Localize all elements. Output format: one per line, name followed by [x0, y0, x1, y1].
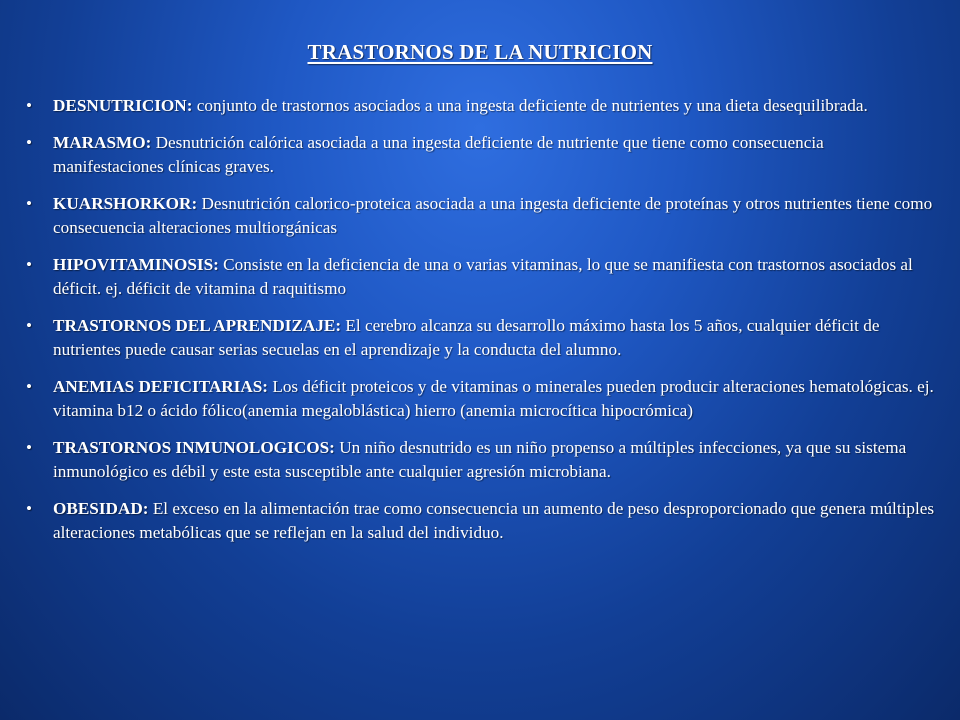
bullet-icon: • [26, 498, 33, 518]
list-item [26, 375, 938, 424]
term-description: Desnutrición calórica asociada a una ingesta deficiente de nutriente que tiene como consecuencia manifestaciones clínicas graves. [53, 132, 824, 176]
bullet-icon: • [26, 96, 33, 115]
term-description: Consiste en la deficiencia de una o varias vitaminas, lo que se manifiesta con trastornos asociados al déficit. ej. déficit de vitamina d raquitismo [53, 254, 913, 298]
term-description: Los déficit proteicos y de vitaminas o minerales pueden producir alteraciones hematológicas. ej. vitamina b12 o ácido fólico(anemia megaloblástica) hierro (anemia microcítica hipocrómica) [53, 376, 934, 420]
term-label: MARASMO: [53, 132, 152, 152]
term-label: KUARSHORKOR: [53, 193, 198, 213]
list-item [26, 131, 938, 180]
bullet-icon: • [26, 254, 33, 274]
list-item [26, 192, 938, 241]
list-item [26, 436, 938, 485]
term-label: OBESIDAD: [53, 498, 149, 518]
list-item [26, 314, 938, 363]
slide-title: TRASTORNOS DE LA NUTRICION [307, 40, 653, 64]
term-description: El cerebro alcanza su desarrollo máximo hasta los 5 años, cualquier déficit de nutrientes puede causar serias secuelas en el aprendizaje y la conducta del alumno. [53, 315, 880, 359]
term-label: ANEMIAS DEFICITARIAS: [53, 376, 269, 396]
list-item [26, 94, 938, 119]
term-label: TRASTORNOS DEL APRENDIZAJE: [53, 315, 342, 335]
term-description: Un niño desnutrido es un niño propenso a múltiples infecciones, ya que su sistema inmunológico es débil y este esta susceptible ante cualquier agresión microbiana. [53, 437, 907, 481]
bullet-list [26, 94, 938, 558]
term-description: El exceso en la alimentación trae como consecuencia un aumento de peso desproporcionado que genera múltiples alteraciones metabólicas que se reflejan en la salud del individuo. [53, 498, 935, 542]
term-description: conjunto de trastornos asociados a una ingesta deficiente de nutrientes y una dieta desequilibrada. [196, 96, 868, 115]
bullet-icon: • [26, 132, 33, 152]
bullet-icon: • [26, 315, 33, 335]
bullet-icon: • [26, 376, 33, 396]
term-description: Desnutrición calorico-proteica asociada a una ingesta deficiente de proteínas y otros nutrientes tiene como consecuencia alteraciones multiorgánicas [53, 193, 933, 237]
term-label: HIPOVITAMINOSIS: [53, 254, 219, 274]
term-label: DESNUTRICION: [53, 96, 193, 115]
term-label: TRASTORNOS INMUNOLOGICOS: [53, 437, 335, 457]
bullet-icon: • [26, 193, 33, 213]
list-item [26, 497, 938, 546]
bullet-icon: • [26, 437, 33, 457]
list-item [26, 253, 938, 302]
